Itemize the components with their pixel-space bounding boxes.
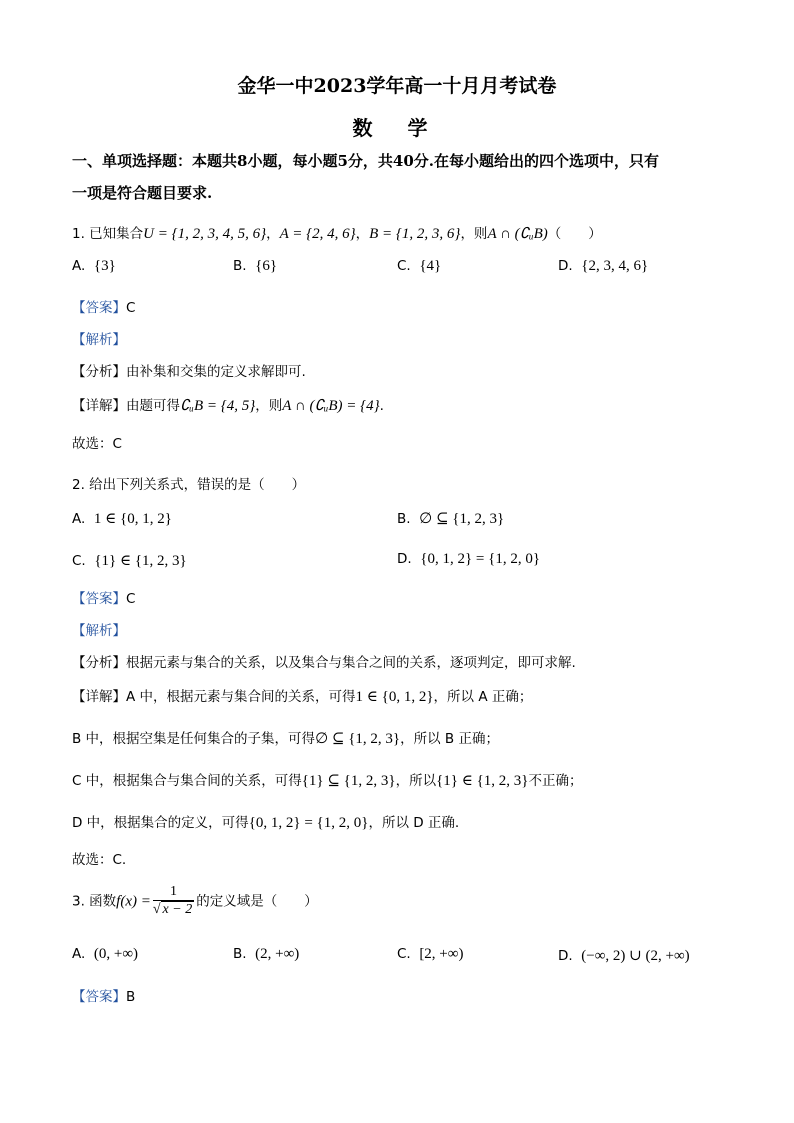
q1-set-a: A = {2, 4, 6} [279, 226, 356, 242]
q1-option-c: C. {4} [397, 258, 442, 274]
q3-fraction: $\frac{1}{√ x - 2}$ [152, 884, 193, 917]
q1-fenxi: 【分析】由补集和交集的定义求解即可. [72, 364, 306, 380]
section-heading-line2: 一项是符合题目要求. [72, 184, 213, 202]
q3-stem: 3. 函数f(x) = $\frac{1}{√ x - 2}$ 的定义域是（ ） [72, 884, 318, 917]
q3-answer: 【答案】B [72, 989, 136, 1005]
q2-option-d: D. {0, 1, 2} = {1, 2, 0} [397, 551, 541, 567]
q1-xiangjie: 【详解】由题可得∁ᵤB = {4, 5}，则A ∩ (∁ᵤB) = {4}. [72, 398, 384, 414]
q1-option-d: D. {2, 3, 4, 6} [558, 258, 649, 274]
q2-option-a: A. 1 ∈ {0, 1, 2} [72, 511, 172, 527]
q1-answer: 【答案】C [72, 300, 136, 316]
q2-xiangjie-d: D 中，根据集合的定义，可得{0, 1, 2} = {1, 2, 0}，所以 D 正确. [72, 815, 460, 831]
q3-option-b: B. (2, +∞) [233, 946, 300, 962]
q3-function: f(x) = [116, 893, 151, 910]
q1-ask-expr: A ∩ (∁ᵤB) [487, 226, 548, 242]
answer-tag: 【答案】 [72, 300, 126, 316]
q1-option-a: A. {3} [72, 258, 116, 274]
q1-sep1: ， [266, 226, 280, 242]
q2-analysis-tag: 【解析】 [72, 623, 126, 639]
q1-ask-prefix: ，则 [460, 226, 488, 242]
q2-option-b: B. ∅ ⊆ {1, 2, 3} [397, 511, 505, 527]
q1-sep2: ， [355, 226, 370, 242]
q1-stem-prefix: 1. 已知集合 [72, 226, 144, 242]
q2-stem: 2. 给出下列关系式，错误的是（ ） [72, 477, 306, 493]
answer-tag: 【答案】 [72, 989, 126, 1005]
q3-option-a: A. (0, +∞) [72, 946, 139, 962]
q2-answer: 【答案】C [72, 591, 136, 607]
q1-set-u: U = {1, 2, 3, 4, 5, 6} [143, 226, 267, 242]
section-heading-line1: 一、单项选择题：本题共8小题，每小题5分，共40分.在每小题给出的四个选项中，只有 [72, 152, 659, 170]
q2-xiangjie-a: 【详解】A 中，根据元素与集合间的关系，可得1 ∈ {0, 1, 2}，所以 A 正确； [72, 689, 533, 705]
q2-xiangjie-b: B 中，根据空集是任何集合的子集，可得∅ ⊆ {1, 2, 3}，所以 B 正确； [72, 731, 499, 747]
q3-option-c: C. [2, +∞) [397, 946, 464, 962]
q3-option-d: D. (−∞, 2) ∪ (2, +∞) [558, 948, 690, 964]
q2-xiangjie-c: C 中，根据集合与集合间的关系，可得{1} ⊆ {1, 2, 3}，所以{1} ∈ {1, 2, 3}不正确； [72, 773, 583, 789]
q1-analysis-tag: 【解析】 [72, 332, 126, 348]
q1-paren: （ ） [547, 226, 602, 242]
q1-set-b: B = {1, 2, 3, 6} [369, 226, 461, 242]
q2-fenxi: 【分析】根据元素与集合的关系，以及集合与集合之间的关系，逐项判定，即可求解. [72, 655, 576, 671]
q1-option-b: B. {6} [233, 258, 278, 274]
exam-title: 金华一中2023学年高一十月月考试卷 [237, 75, 557, 97]
q2-conclusion: 故选：C. [72, 852, 127, 868]
q2-option-c: C. {1} ∈ {1, 2, 3} [72, 553, 187, 569]
q1-conclusion: 故选：C [72, 436, 122, 452]
subject-title: 数 学 [352, 116, 442, 140]
q1-stem [72, 222, 602, 243]
answer-tag: 【答案】 [72, 591, 126, 607]
